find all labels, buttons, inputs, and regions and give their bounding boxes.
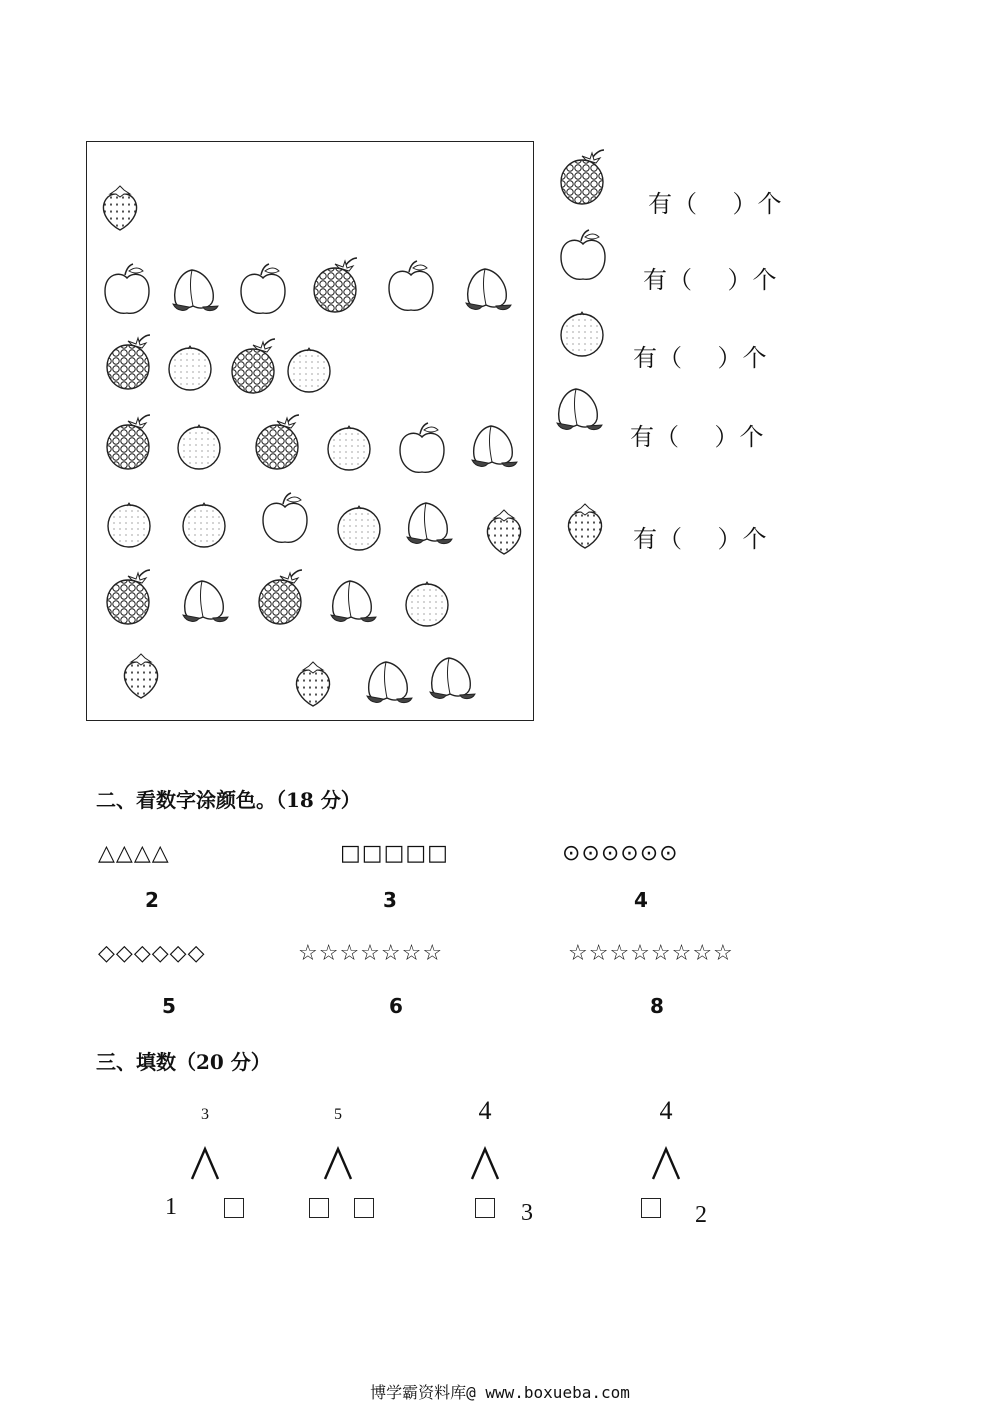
bond-right-value: 3 [521,1200,533,1226]
split-wedge-icon [650,1146,682,1180]
bond-total: 5 [334,1106,342,1123]
peach-icon [557,389,602,430]
raspberry-icon [107,415,150,469]
star-row: ☆☆☆☆☆☆☆☆ [568,941,734,966]
count-raspberry-text: 有（ ）个 [648,190,783,218]
peach-icon [430,658,475,699]
raspberry-icon [232,339,275,393]
peach-icon [367,662,412,703]
number-bond-3 [425,1096,545,1246]
peach-icon [472,426,517,467]
strawberry-icon [569,504,602,548]
square-row: □□□□□ [340,841,449,866]
count-apple-text: 有（ ）个 [643,266,778,294]
peach-icon [183,581,228,622]
section-2-title: 二、看数字涂颜色。（18 分） [96,788,361,812]
strawberry-icon [125,654,158,698]
orange-icon [561,312,603,356]
apple-icon [389,261,433,310]
orange-icon [178,425,220,469]
answer-box[interactable] [224,1198,244,1218]
strawberry-icon [297,662,330,706]
orange-icon [183,503,225,547]
bond-total: 3 [201,1106,209,1123]
diamond-row: ◇◇◇◇◇◇ [98,941,206,966]
number-bond-2 [278,1102,398,1252]
peach-icon [407,503,452,544]
answer-box[interactable] [309,1198,329,1218]
count-orange-text: 有（ ）个 [633,344,768,372]
split-wedge-icon [469,1146,501,1180]
orange-icon [338,506,380,550]
apple-icon [263,493,307,542]
raspberry-icon [107,570,150,624]
number-label: 6 [389,994,403,1018]
apple-icon [400,423,444,472]
number-bond-1 [145,1102,265,1252]
apple-icon [105,264,149,313]
answer-box[interactable] [475,1198,495,1218]
bond-total: 4 [478,1096,492,1125]
bond-total: 4 [659,1096,673,1125]
apple-icon [241,264,285,313]
number-bond-4 [606,1096,726,1246]
orange-icon [169,346,211,390]
peach-icon [173,270,218,311]
number-label: 5 [162,994,176,1018]
triangle-row: △△△△ [98,841,170,866]
raspberry-icon [256,415,299,469]
answer-box[interactable] [354,1198,374,1218]
orange-icon [108,503,150,547]
answer-box[interactable] [641,1198,661,1218]
number-label: 8 [650,994,664,1018]
raspberry-icon [259,570,302,624]
peach-icon [466,269,511,310]
section-3-title: 三、填数（20 分） [96,1050,271,1074]
strawberry-icon [104,186,137,230]
dotted-circle-row: ⊙⊙⊙⊙⊙⊙ [562,841,679,866]
raspberry-icon [314,258,357,312]
raspberry-icon [107,335,150,389]
bond-right-value: 2 [695,1202,707,1228]
bond-left-value: 1 [165,1194,177,1220]
number-label: 4 [634,888,648,912]
orange-icon [288,348,330,392]
star-row: ☆☆☆☆☆☆☆ [298,941,444,966]
number-label: 3 [383,888,397,912]
number-label: 2 [145,888,159,912]
strawberry-icon [488,510,521,554]
split-wedge-icon [189,1146,221,1180]
raspberry-icon [561,150,604,204]
apple-icon [561,230,605,279]
orange-icon [406,582,448,626]
split-wedge-icon [322,1146,354,1180]
count-peach-text: 有（ ）个 [630,423,765,451]
footer-watermark: 博学霸资料库@ www.boxueba.com [370,1383,630,1402]
orange-icon [328,426,370,470]
peach-icon [331,581,376,622]
count-strawberry-text: 有（ ）个 [633,525,768,553]
